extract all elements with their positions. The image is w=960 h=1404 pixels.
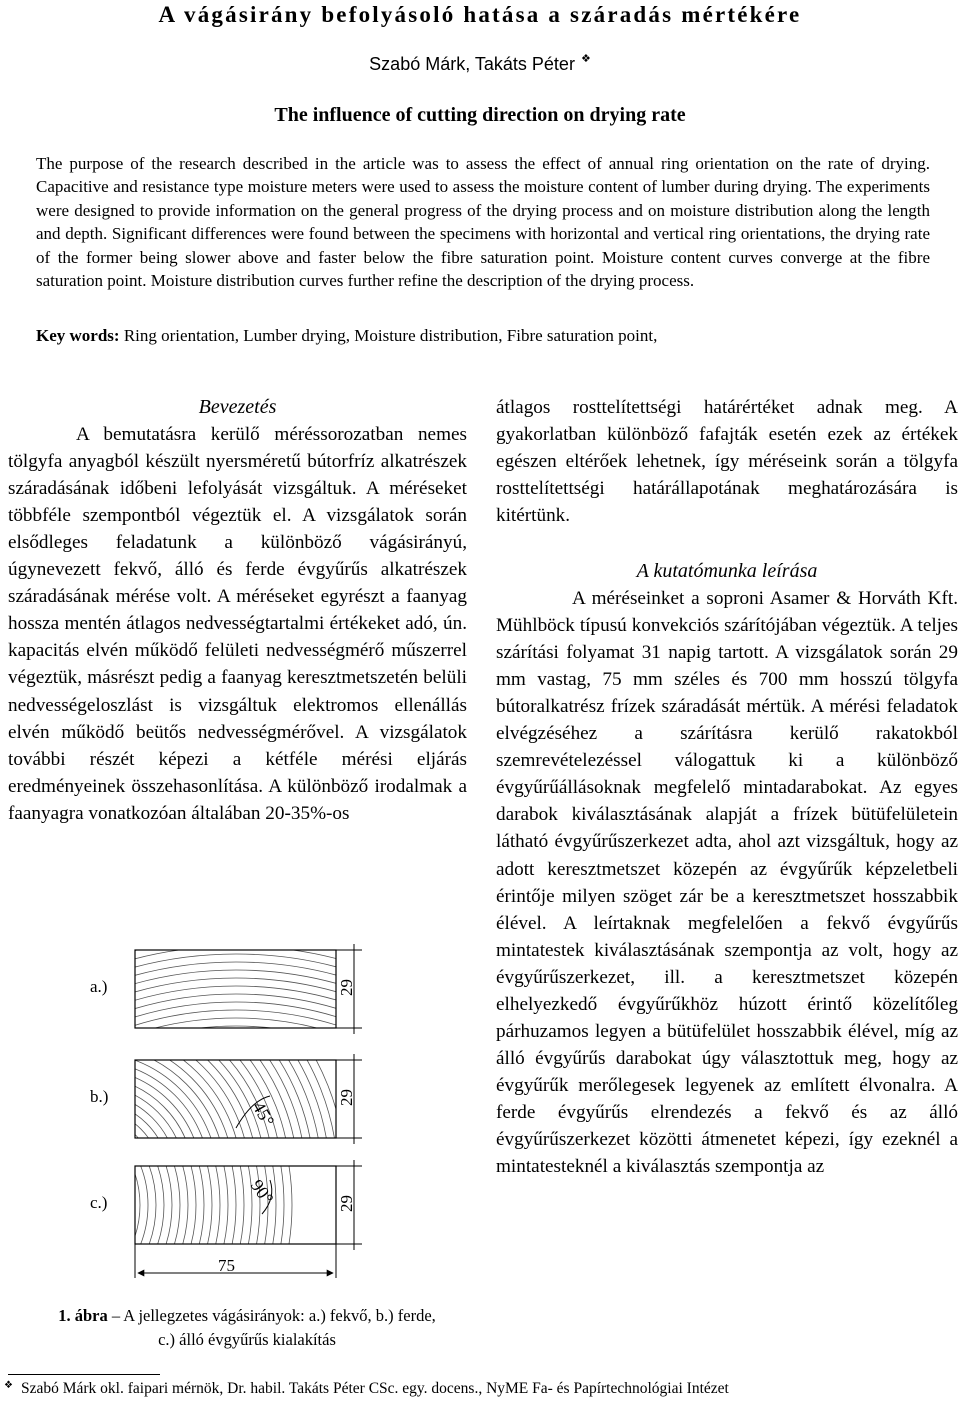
research-section <box>496 558 958 1180</box>
growth-ring-a <box>0 1010 494 1300</box>
growth-ring-a <box>0 938 494 1300</box>
dim-height-c: 29 <box>337 1195 356 1212</box>
dim-height-b: 29 <box>337 1089 356 1106</box>
figure-label-a: a.) <box>90 977 108 996</box>
growth-ring-c <box>0 1113 132 1297</box>
growth-ring-c <box>0 969 276 1300</box>
growth-ring-a <box>0 1034 494 1300</box>
author-names: Szabó Márk, Takáts Péter <box>369 54 575 74</box>
caption-line-2: c.) álló évgyűrűs kialakítás <box>158 1330 336 1349</box>
author-footnote-mark: ❖ <box>580 53 591 65</box>
growth-ring-a <box>0 1050 494 1300</box>
growth-ring-c <box>0 1081 164 1300</box>
growth-ring-b <box>0 1036 234 1300</box>
footnote-rule <box>8 1374 160 1375</box>
research-heading: A kutatómunka leírása <box>636 560 818 582</box>
angle-label-c: 90° <box>246 1175 278 1208</box>
cutting-direction-figure <box>0 930 494 1300</box>
intro-paragraph: A bemutatásra kerülő méréssorozatban nemes tölgyfa anyagból készült nyersméretű bútorfríz alkatrészek száradásának időbeni lefolyását vizsgáltuk. A méréseket többféle szempontból végeztük el. A vizsgálatok során elsődleges feladatunk a különböző vágásirányú, úgynevezett fekvő, álló és ferde évgyűrűs alkatrészek száradásának mérése volt. A méréseket egyrészt a faanyag hossza mentén átlagos nedvességtartalmi értékeket adó, ún. kapacitás elvén működő felületi nedvességmérő műszerrel végeztük, másrészt pedig a faanyag keresztmetszetén belüli nedvességeloszlást is vizsgáltuk elektromos ellenállás elvén működő beütős nedvességmérővel. A vizsgálatok további részét képezi a kétféle mérési eljárás eredményeinek összehasonlítása. A különböző irodalmak a faanyagra vonatkozóan általában 20-35%-os <box>8 424 467 824</box>
growth-ring-b <box>0 964 306 1300</box>
growth-ring-b <box>0 932 338 1300</box>
right-column-top <box>496 394 958 529</box>
specimen-b-outline <box>135 1060 336 1138</box>
angle-label-b: 45° <box>248 1098 279 1130</box>
growth-ring-c <box>0 993 252 1300</box>
figure-label-b: b.) <box>90 1087 109 1106</box>
caption-line-1: – A jellegzetes vágásirányok: a.) fekvő, b.) ferde, <box>111 1306 436 1325</box>
growth-ring-c <box>0 1041 204 1300</box>
growth-ring-b <box>0 988 282 1300</box>
dim-width: 75 <box>218 1256 235 1275</box>
caption-label: 1. ábra <box>58 1306 108 1325</box>
growth-ring-c <box>0 1025 220 1300</box>
growth-ring-b <box>0 1028 242 1300</box>
intro-heading: Bevezetés <box>198 396 277 418</box>
growth-ring-a <box>0 970 494 1300</box>
growth-ring-a <box>0 954 494 1300</box>
growth-ring-a <box>0 1002 494 1300</box>
figure-caption <box>0 1304 494 1352</box>
growth-ring-a <box>0 994 494 1300</box>
growth-ring-a <box>0 962 494 1300</box>
keywords-label: Key words: <box>36 326 120 345</box>
growth-ring-b <box>18 1108 162 1252</box>
research-paragraph: A méréseinket a soproni Asamer & Horváth Kft. Mühlböck típusú konvekciós szárítójában végeztük. A teljes szárítási folyamat 31 napig tartott. A vizsgálatok során 29 mm vastag, 75 mm széles és 700 mm hosszú tölgyfa bútoralkatrész frízek száradását mértük. A mérési feladatok elvégzéséhez a szárításra kerülő rakatokból szemrevételezéssel válogattuk ki a különböző évgyűrűállásoknak megfelelő mintadarabokat. Az egyes darabok kiválasztásának alapját a frízek bütüfelületein látható évgyűrűszerkezet adta, ahol azt vizsgáltuk, hogy az adott keresztmetszet közepén az évgyűrűk képzeletbeli érintője milyen szöget zár be a keresztmetszet hosszabbik élével. A leírtaknak megfelelően a fekvő évgyűrűs mintatestek kiválasztásának szempontja az volt, hogy az évgyűrűszerkezet, ill. a keresztmetszet közepén elhelyezkedő évgyűrűkhöz húzott érintő közelítőleg párhuzamos legyen a bütüfelület hosszabbik élével, míg az álló évgyűrűs darabokat úgy választottuk meg, hogy az évgyűrűk merőlegesek legyenek az említett élvonalra. A ferde évgyűrűs elrendezés a fekvő és az álló évgyűrűszerkezet közötti átmenetet képezi, így ezeknél a mintatesteknél a kiválasztás szempontja az <box>496 588 958 1178</box>
growth-ring-c <box>0 1105 140 1300</box>
growth-ring-c <box>0 953 292 1300</box>
specimen-c-outline <box>135 1166 336 1244</box>
intro-section <box>8 394 467 827</box>
growth-ring-c <box>0 1009 236 1300</box>
footnote-mark: ❖ <box>4 1380 13 1391</box>
growth-ring-b <box>0 1076 194 1284</box>
growth-ring-a <box>0 986 494 1300</box>
growth-ring-c <box>0 1001 244 1300</box>
growth-ring-a <box>0 946 494 1300</box>
footnote <box>4 1380 954 1398</box>
growth-ring-b <box>2 1092 178 1268</box>
figure-label-c: c.) <box>90 1193 108 1212</box>
growth-ring-c <box>0 1145 100 1265</box>
dim-height-a: 29 <box>337 979 356 996</box>
authors-line <box>0 52 960 75</box>
growth-ring-c <box>0 985 260 1300</box>
keywords-text: Ring orientation, Lumber drying, Moisture distribution, Fibre saturation point, <box>123 326 658 345</box>
growth-ring-b <box>0 1084 186 1276</box>
keywords <box>36 326 930 346</box>
abstract-text: The purpose of the research described in the article was to assess the effect of annual ring orientation on the rate of drying. Capacitive and resistance type moisture meters were used to assess the moisture content of lumber during drying. The experiments were designed to provide information on the general progress of the drying process and on moisture distribution along the length and depth. Significant differences were found between the specimens with horizontal and vertical ring orientations, the drying rate of the former being slower above and faster below the fibre saturation point. Moisture content curves converge at the fibre saturation point. Moisture distribution curves further refine the description of the drying process. <box>36 154 930 291</box>
growth-ring-b <box>34 1124 146 1236</box>
growth-ring-b <box>0 1020 250 1300</box>
page-title: A vágásirány befolyásoló hatása a száradás mértékére <box>158 2 802 27</box>
growth-ring-b <box>0 996 274 1300</box>
growth-ring-a <box>0 1042 494 1300</box>
intro-continuation: átlagos rosttelítettségi határértéket adnak meg. A gyakorlatban különböző fafajták esetén ezek az értékek egészen eltérőek lehetnek, így méréseink során a tölgyfa rosttelítettségi határállapotának meghatározására is kitértünk. <box>496 397 958 527</box>
english-title: The influence of cutting direction on drying rate <box>274 104 686 126</box>
growth-ring-c <box>0 1089 156 1300</box>
growth-ring-c <box>0 1097 148 1300</box>
specimen-c-rings <box>0 953 292 1300</box>
footnote-text: Szabó Márk okl. faipari mérnök, Dr. habil. Takáts Péter CSc. egy. docens., NyME Fa- és Papírtechnológiai Intézet <box>20 1380 729 1397</box>
growth-ring-a <box>0 1026 494 1300</box>
growth-ring-b <box>42 1132 138 1228</box>
growth-ring-b <box>10 1100 170 1260</box>
specimen-a-rings <box>0 938 494 1300</box>
width-dimension <box>135 1244 336 1278</box>
